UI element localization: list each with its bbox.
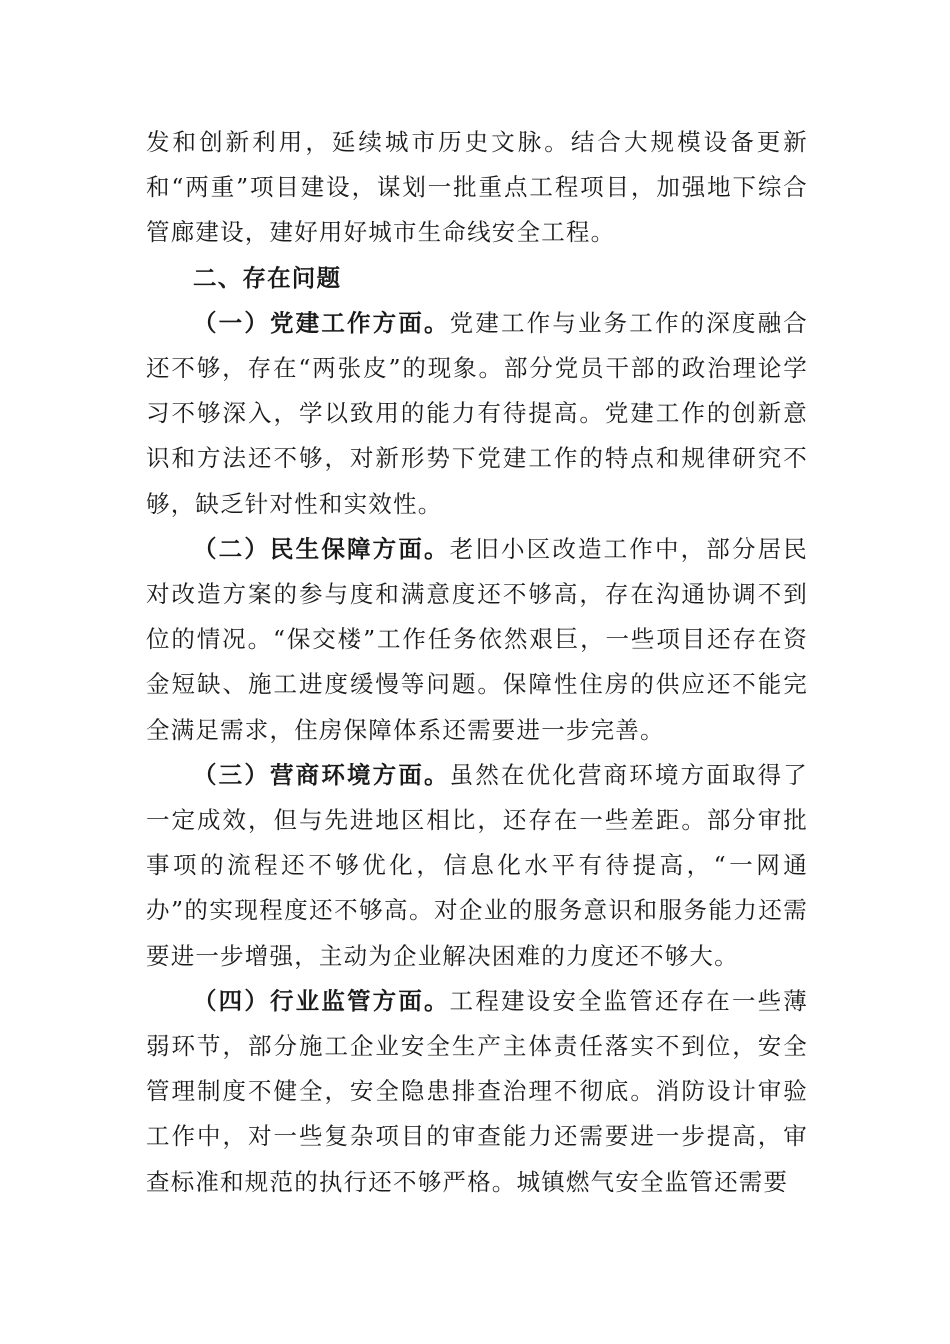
paragraph-body: 老旧小区改造工作中，部分居民对改造方案的参与度和满意度还不够高，存在沟通协调不到位的情况。“保交楼”工作任务依然艰巨，一些项目还存在资金短缺、施工进度缓慢等问题。保障性住房的供应还不能完全满足需求，住房保障体系还需要进一步完善。 (146, 534, 808, 744)
paragraph-heading: （一）党建工作方面。 (193, 308, 450, 337)
continuation-paragraph: 发和创新利用，延续城市历史文脉。结合大规模设备更新和“两重”项目建设，谋划一批重点工程项目，加强地下综合管廊建设，建好用好城市生命线安全工程。 (146, 128, 808, 247)
paragraph-party-building (146, 301, 808, 527)
paragraph-body: 工程建设安全监管还存在一些薄弱环节，部分施工企业安全生产主体责任落实不到位，安全管理制度不健全，安全隐患排查治理不彻底。消防设计审验工作中，对一些复杂项目的审查能力还需要进一步提高，审查标准和规范的执行还不够严格。城镇燃气安全监管还需要 (146, 986, 808, 1196)
paragraph-body: 虽然在优化营商环境方面取得了一定成效，但与先进地区相比，还存在一些差距。部分审批事项的流程还不够优化，信息化水平有待提高，“一网通办”的实现程度还不够高。对企业的服务意识和服务能力还需要进一步增强，主动为企业解决困难的力度还不够大。 (146, 760, 808, 970)
paragraph-heading: （三）营商环境方面。 (193, 760, 450, 789)
document-body (146, 120, 808, 1205)
paragraph-body: 党建工作与业务工作的深度融合还不够，存在“两张皮”的现象。部分党员干部的政治理论学习不够深入，学以致用的能力有待提高。党建工作的创新意识和方法还不够，对新形势下党建工作的特点和规律研究不够，缺乏针对性和实效性。 (146, 308, 808, 518)
paragraph-industry-supervision (146, 979, 808, 1205)
paragraph-heading: （四）行业监管方面。 (193, 986, 450, 1015)
paragraph-livelihood (146, 527, 808, 753)
section-heading: 二、存在问题 (193, 263, 342, 292)
paragraph-heading: （二）民生保障方面。 (193, 534, 450, 563)
paragraph-business-environment (146, 753, 808, 979)
